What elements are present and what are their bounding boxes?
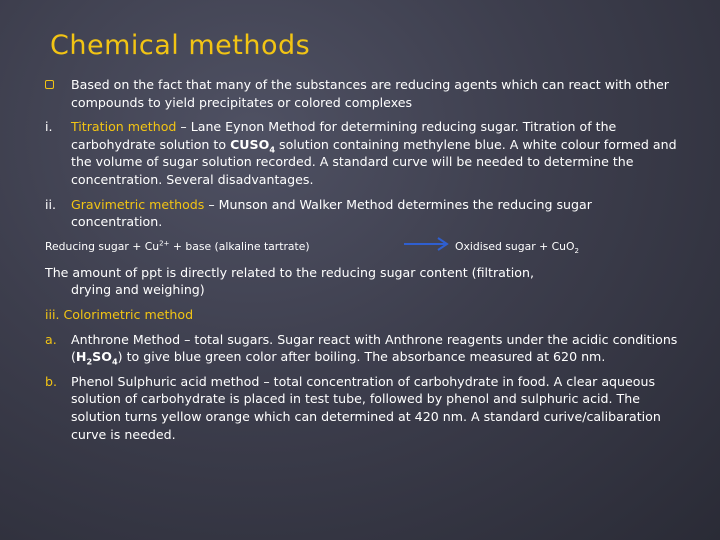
- ppt-paragraph: [45, 264, 685, 299]
- ppt-line-1: The amount of ppt is directly related to the reducing sugar content (filtration,: [45, 264, 534, 280]
- list-item-anthrone: [45, 331, 685, 366]
- phenol-text: Phenol Sulphuric acid method – total concentration of carbohydrate in food. A clear aqueous solution of carbohydrate is placed in test tube, followed by phenol and sulphuric acid. The solution turns yellow orange which can determined at 420 nm. A standard curive/calibaration curve is needed.: [71, 373, 661, 442]
- list-item-phenol: [45, 373, 685, 443]
- cuso4-reagent: $CUSO_4$: [230, 136, 276, 155]
- slide-body: [45, 76, 685, 450]
- colorimetric-heading: iii. Colorimetric method: [45, 306, 194, 322]
- reaction-equation: [45, 238, 685, 256]
- intro-bullet: [45, 76, 685, 111]
- h2so4-formula: $H_2SO_4$: [75, 349, 118, 367]
- list-item-titration: [45, 118, 685, 188]
- anthrone-text-b: ) to give blue green color after boiling. The absorbance measured at 620 nm.: [117, 349, 606, 365]
- equation-products: Oxidised sugar + CuO$_2$: [455, 239, 579, 255]
- gravimetric-heading: Gravimetric methods: [71, 196, 205, 212]
- list-marker: i.: [45, 119, 53, 135]
- titration-heading: Titration method: [71, 119, 177, 135]
- titration-text-b: solution containing methylene blue. A white colour formed and the volume of sugar solution recorded. A standard curve will be needed to determine the concentration. Several disadvantages.: [71, 136, 677, 187]
- gravimetric-text: – Munson and Walker Method determines the reducing sugar concentration.: [71, 196, 592, 230]
- titration-text-a: – Lane Eynon Method for determining reducing sugar. Titration of the carbohydrate solution to: [71, 119, 617, 152]
- list-marker: a.: [45, 331, 57, 347]
- list-marker: b.: [45, 373, 57, 389]
- equation-reactants: Reducing sugar + $Cu^{2+}$ + base (alkaline tartrate): [45, 238, 310, 253]
- arrow-right-icon: [402, 235, 450, 251]
- slide-title: Chemical methods: [50, 30, 311, 61]
- ppt-line-2: drying and weighing): [71, 282, 205, 298]
- list-item-gravimetric: [45, 196, 685, 231]
- intro-text: Based on the fact that many of the substances are reducing agents which can react with other compounds to yield precipitates or colored complexes: [71, 77, 669, 110]
- anthrone-text-a: Anthrone Method – total sugars. Sugar react with Anthrone reagents under the acidic conditions (: [71, 331, 678, 365]
- square-bullet-icon: [45, 80, 54, 89]
- list-marker: ii.: [45, 196, 57, 212]
